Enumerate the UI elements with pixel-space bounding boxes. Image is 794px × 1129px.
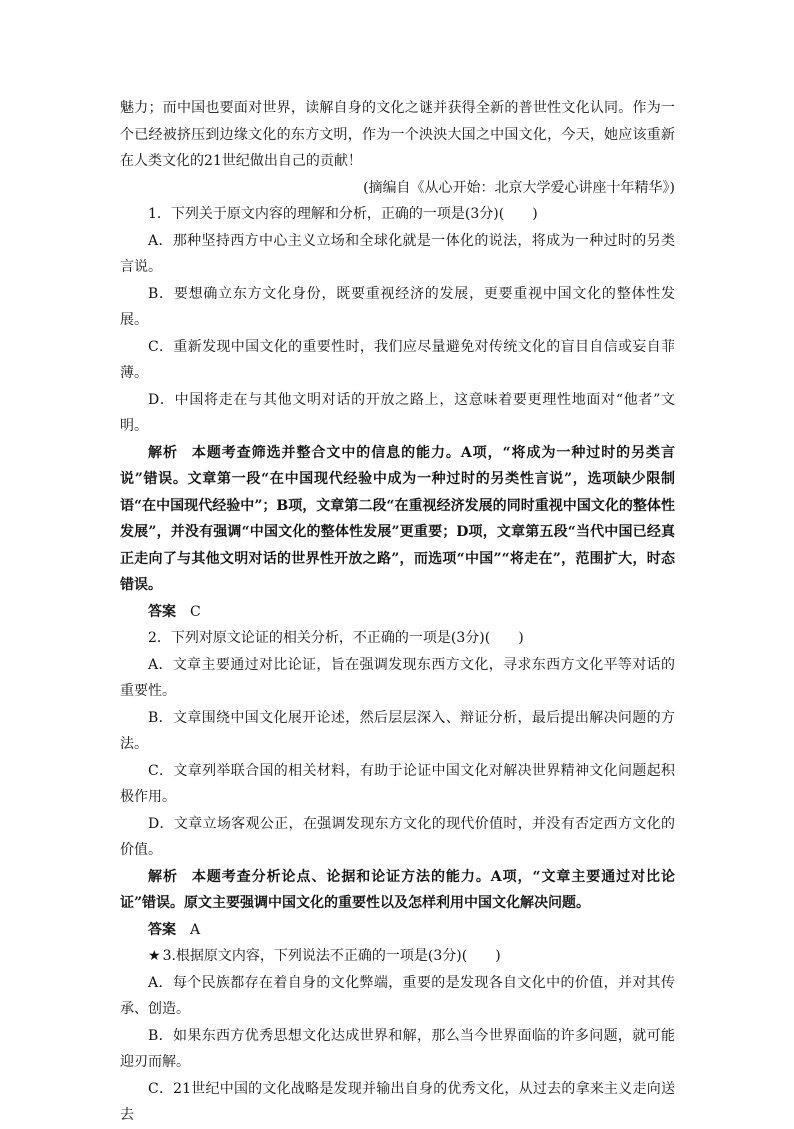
- q2-analysis: [120, 864, 675, 917]
- passage-source: (摘编自《从心开始：北京大学爱心讲座十年精华》): [363, 179, 675, 196]
- question-2: [120, 625, 675, 943]
- q2-option-c: C．文章列举联合国的相关材料，有助于论证中国文化对解决世界精神文化问题起积极作用。: [120, 762, 675, 805]
- q1-answer-label: 答案: [148, 603, 176, 620]
- q3-stem: [120, 943, 675, 970]
- q3-option-b: B．如果东西方优秀思想文化达成世界和解，那么当今世界面临的许多问题，就可能迎刃而解。: [120, 1027, 675, 1070]
- passage-paragraph-end: 魅力；而中国也要面对世界，读解自身的文化之谜并获得全新的普世性文化认同。作为一个已经被挤压到边缘文化的东方文明，作为一个泱泱大国之中国文化，今天，她应该重新在人类文化的21世纪做出自己的贡献！: [120, 100, 675, 169]
- star-icon: ★: [148, 948, 161, 964]
- q3-stem-text: 3.根据原文内容，下列说法不正确的一项是(3分)( ): [162, 948, 501, 964]
- q1-stem: 1．下列关于原文内容的理解和分析，正确的一项是(3分)( ): [148, 206, 538, 222]
- page-content: [120, 95, 675, 1129]
- question-3: [120, 943, 675, 1129]
- q2-analysis-text: 本题考查分析论点、论据和论证方法的能力。A项，“文章主要通过对比论证”错误。原文主要强调中国文化的重要性以及怎样利用中国文化解决问题。: [120, 868, 675, 911]
- q2-stem: 2．下列对原文论证的相关分析，不正确的一项是(3分)( ): [148, 630, 524, 646]
- q1-answer: [120, 599, 675, 626]
- q2-answer-value: A: [190, 921, 201, 938]
- q3-option-a: A．每个民族都存在着自身的文化弊端，重要的是发现各自文化中的价值，并对其传承、创造。: [120, 974, 675, 1017]
- q1-analysis-text: 本题考查筛选并整合文中的信息的能力。A项，“将成为一种过时的另类言说”错误。文章第一段“在中国现代经验中成为一种过时的另类性言说”，选项缺少限制语“在中国现代经验中”；B项，文章第二段“在重视经济发展的同时重视中国文化的整体性发展”，并没有强调“中国文化的整体性发展”更重要；D项，文章第五段“当代中国已经真正走向了与其他文明对话的世界性开放之路”，而选项“中国”“将走在”，范围扩大，时态错误。: [120, 444, 675, 593]
- q1-analysis: [120, 440, 675, 599]
- q2-answer: [120, 917, 675, 944]
- q1-option-a: A．那种坚持西方中心主义立场和全球化就是一体化的说法，将成为一种过时的另类言说。: [120, 232, 675, 275]
- q2-option-b: B．文章围绕中国文化展开论述，然后层层深入、辩证分析，最后提出解决问题的方法。: [120, 709, 675, 752]
- q1-analysis-label: 解析: [148, 444, 178, 461]
- q2-answer-label: 答案: [148, 921, 176, 938]
- q2-option-d: D．文章立场客观公正，在强调发现东方文化的现代价值时，并没有否定西方文化的价值。: [120, 815, 675, 858]
- q1-answer-value: C: [190, 603, 201, 620]
- q3-option-c: C．21世纪中国的文化战略是发现并输出自身的优秀文化，从过去的拿来主义走向送去: [120, 1080, 675, 1123]
- q2-analysis-label: 解析: [148, 868, 178, 885]
- q1-option-d: D．中国将走在与其他文明对话的开放之路上，这意味着要更理性地面对“他者”文明。: [120, 391, 675, 434]
- q2-option-a: A．文章主要通过对比论证，旨在强调发现东西方文化，寻求东西方文化平等对话的重要性。: [120, 656, 675, 699]
- q1-option-c: C．重新发现中国文化的重要性时，我们应尽量避免对传统文化的盲目自信或妄自菲薄。: [120, 338, 675, 381]
- q1-option-b: B．要想确立东方文化身份，既要重视经济的发展，更要重视中国文化的整体性发展。: [120, 285, 675, 328]
- question-1: [120, 201, 675, 625]
